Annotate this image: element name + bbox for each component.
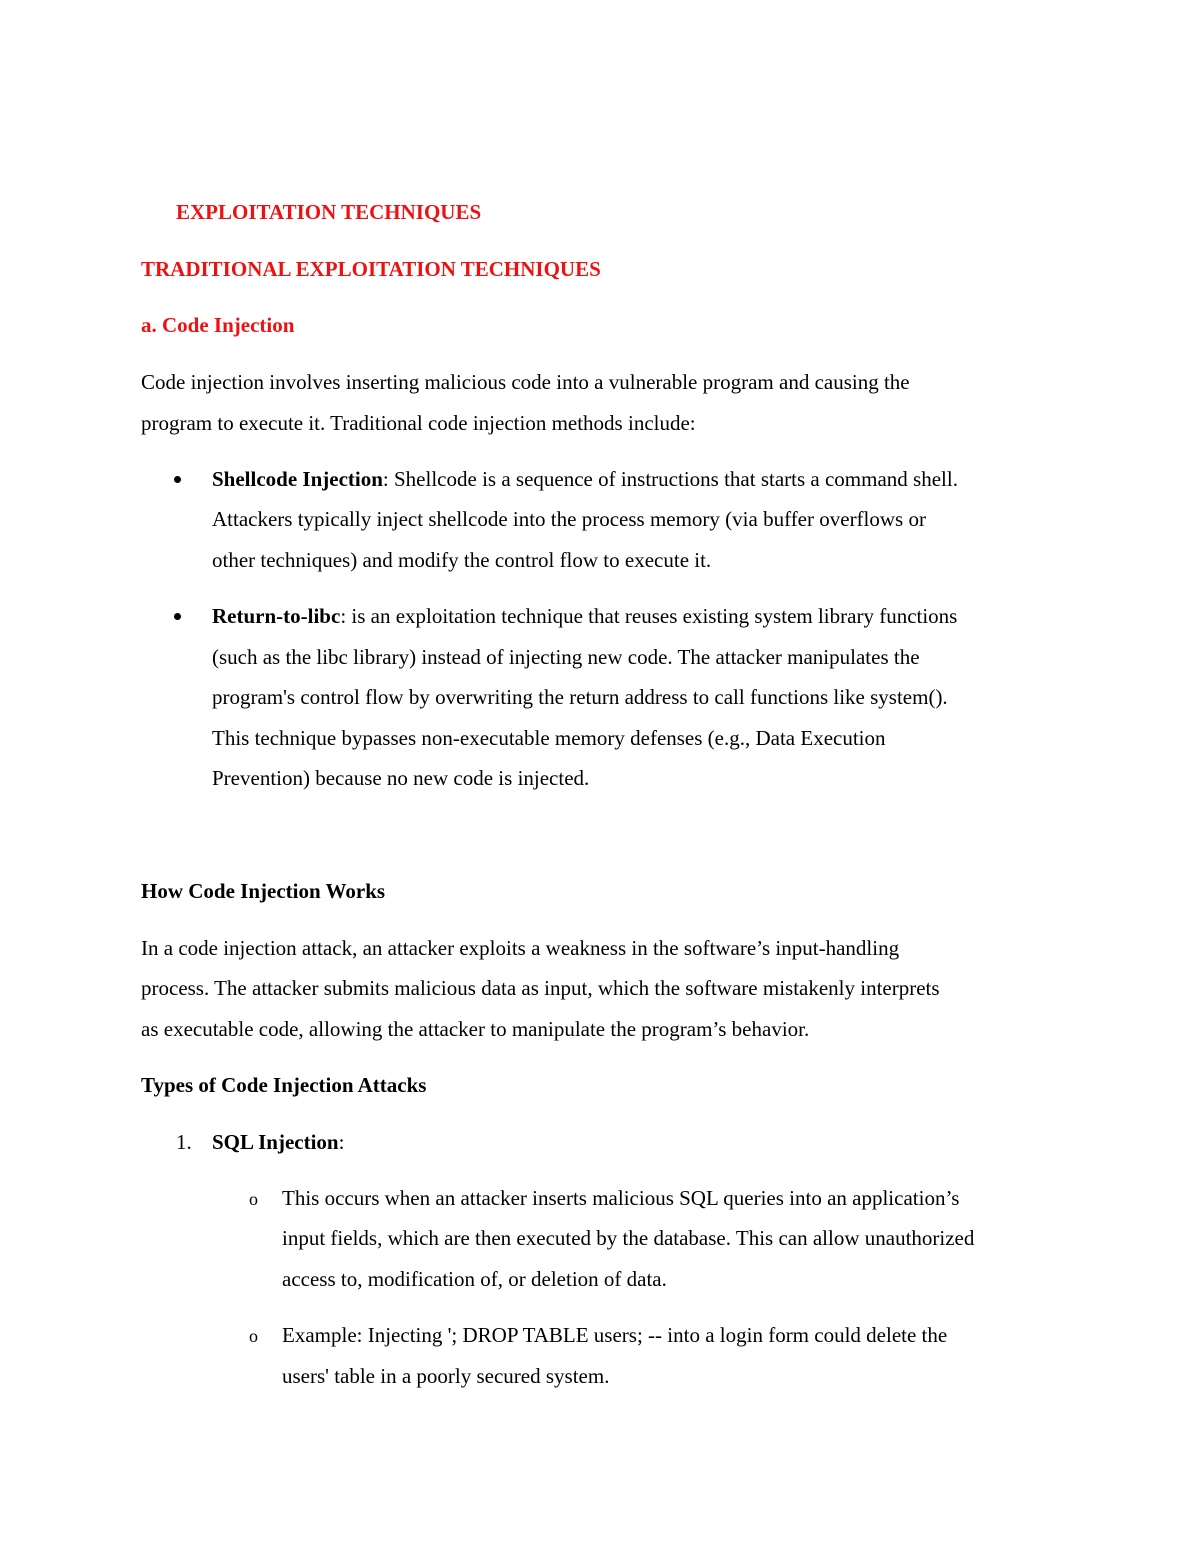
bullet-dot-icon (174, 613, 181, 620)
bullet-term: Shellcode Injection (212, 467, 383, 491)
bullet-line: (such as the libc library) instead of injecting new code. The attacker manipulates the (212, 645, 920, 669)
bullet-line: other techniques) and modify the control flow to execute it. (212, 548, 712, 572)
sub-item-line: access to, modification of, or deletion of data. (282, 1267, 667, 1291)
bullet-dot-icon (174, 476, 181, 483)
bullet-term: Return-to-libc (212, 604, 341, 628)
circle-bullet-icon: o (249, 1326, 258, 1346)
types-heading: Types of Code Injection Attacks (141, 1073, 427, 1097)
paragraph-line: process. The attacker submits malicious data as input, which the software mistakenly interprets (141, 976, 940, 1000)
list-term: SQL Injection (212, 1130, 339, 1154)
bullet-line: Prevention) because no new code is injected. (212, 766, 590, 790)
sub-item-line: Example: Injecting '; DROP TABLE users; -- into a login form could delete the (282, 1323, 948, 1347)
bullet-text: : Shellcode is a sequence of instructions that starts a command shell. (382, 467, 958, 491)
sub-item-line: This occurs when an attacker inserts malicious SQL queries into an application’s (282, 1186, 960, 1210)
list-item (212, 1132, 344, 1153)
code-injection-heading: a. Code Injection (141, 313, 295, 337)
bullet-line: This technique bypasses non-executable memory defenses (e.g., Data Execution (212, 726, 886, 750)
intro-line-1: Code injection involves inserting malicious code into a vulnerable program and causing the (141, 370, 910, 394)
sub-item-line: input fields, which are then executed by the database. This can allow unauthorized (282, 1226, 975, 1250)
traditional-heading: TRADITIONAL EXPLOITATION TECHNIQUES (141, 257, 601, 281)
list-colon: : (338, 1130, 345, 1154)
paragraph-line: In a code injection attack, an attacker exploits a weakness in the software’s input-handling (141, 936, 900, 960)
intro-line-2: program to execute it. Traditional code injection methods include: (141, 411, 696, 435)
main-heading: EXPLOITATION TECHNIQUES (176, 200, 482, 224)
circle-bullet-icon: o (249, 1189, 258, 1209)
list-number: 1. (176, 1130, 192, 1154)
bullet-line: Attackers typically inject shellcode into the process memory (via buffer overflows or (212, 507, 926, 531)
bullet-text: : is an exploitation technique that reuses existing system library functions (340, 604, 958, 628)
paragraph-line: as executable code, allowing the attacker to manipulate the program’s behavior. (141, 1017, 810, 1041)
list-item (212, 606, 957, 627)
how-works-heading: How Code Injection Works (141, 879, 386, 903)
list-item (212, 469, 958, 490)
sub-item-line: users' table in a poorly secured system. (282, 1364, 610, 1388)
bullet-line: program's control flow by overwriting the return address to call functions like system(). (212, 685, 948, 709)
